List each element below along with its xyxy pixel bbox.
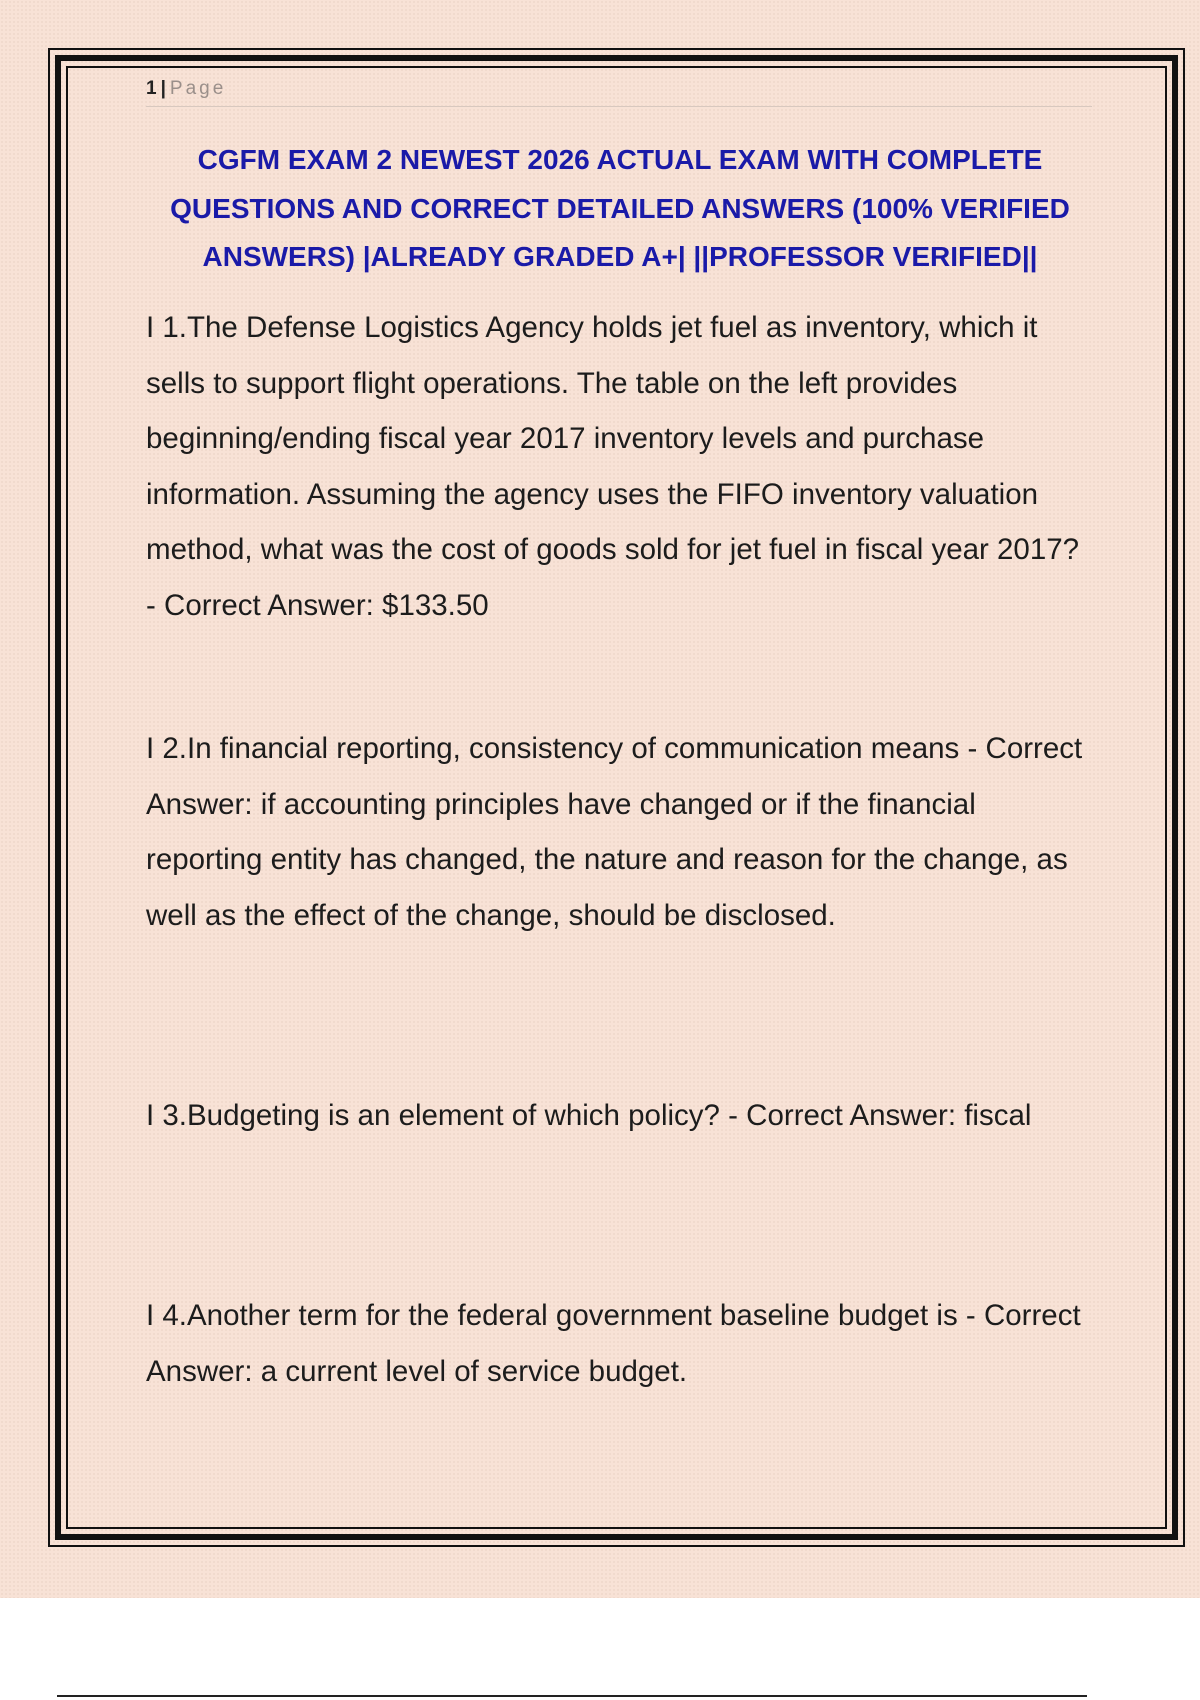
page-number: 1 bbox=[146, 78, 157, 99]
question-1: I 1.The Defense Logistics Agency holds jet fuel as inventory, which it sells to support flight operations. The table on the left provides beginning/ending fiscal year 2017 inventory levels and purchase information. Assuming the agency uses the FIFO inventory valuation method, what was the cost of goods sold for jet fuel in fiscal year 2017? - Correct Answer: $133.50 bbox=[146, 311, 1080, 622]
page-separator: | bbox=[160, 78, 166, 99]
question-2: I 2.In financial reporting, consistency of communication means - Correct Answer: if accounting principles have changed or if the financial reporting entity has changed, the nature and reason for the change, as well as the effect of the change, should be disclosed. bbox=[146, 732, 1083, 932]
next-page-rule bbox=[57, 1695, 1087, 1697]
document-title: CGFM EXAM 2 NEWEST 2026 ACTUAL EXAM WITH COMPLETE QUESTIONS AND CORRECT DETAILED ANSWERS (100% VERIFIED ANSWERS) |ALREADY GRADED A+| ||PROFESSOR VERIFIED|| bbox=[170, 144, 1070, 272]
page-header bbox=[146, 76, 1092, 107]
page-label: Page bbox=[169, 78, 227, 99]
question-3: I 3.Budgeting is an element of which policy? - Correct Answer: fiscal bbox=[146, 1099, 1032, 1132]
question-4: I 4.Another term for the federal government baseline budget is - Correct Answer: a current level of service budget. bbox=[146, 1299, 1081, 1388]
